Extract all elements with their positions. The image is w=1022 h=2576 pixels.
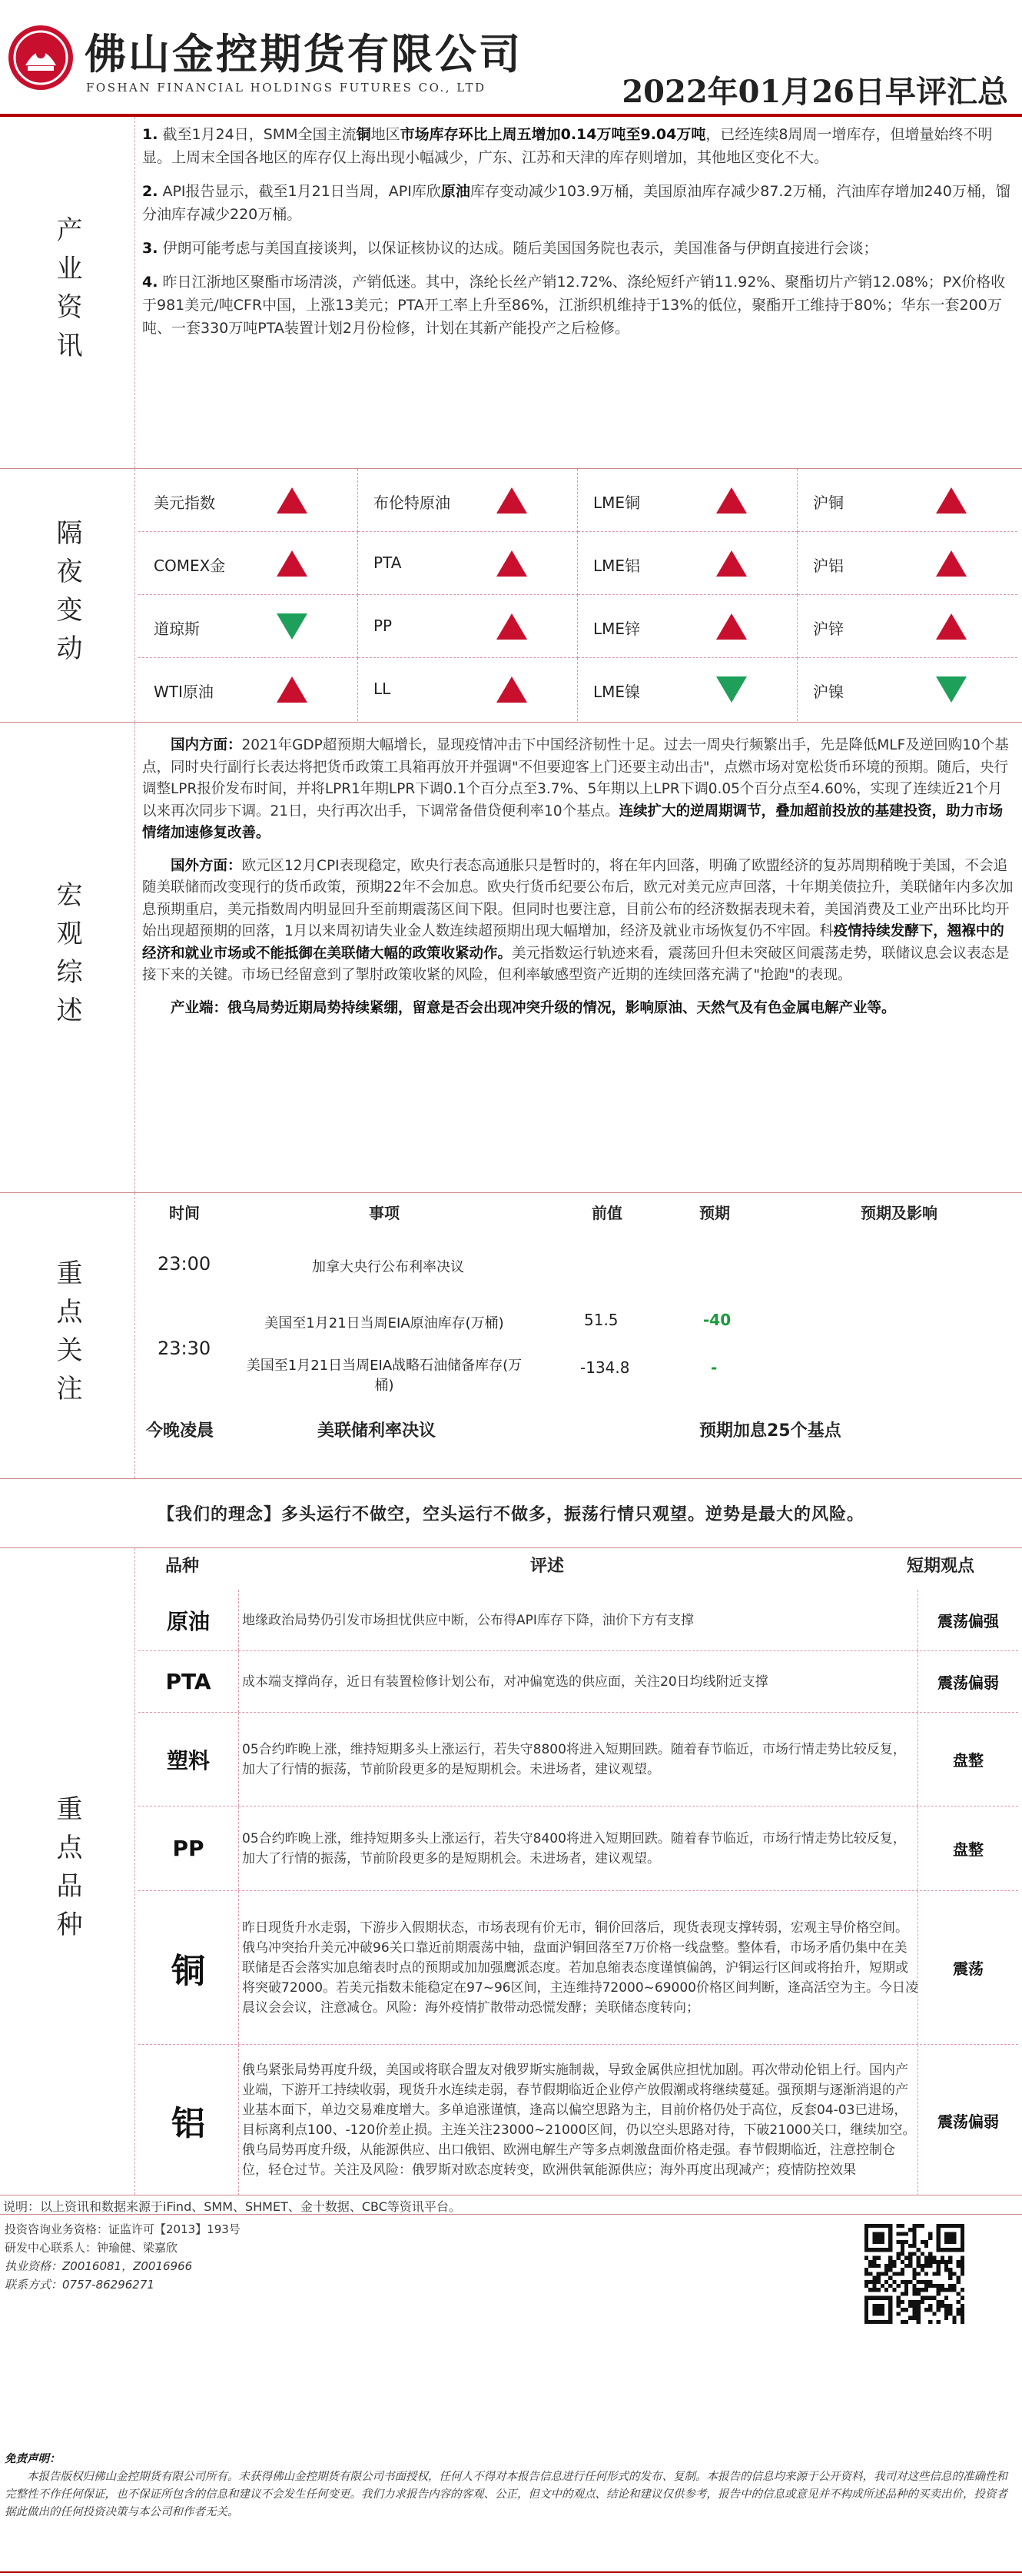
- instrument-name: LME铜: [593, 494, 641, 512]
- focus-forecast-value: -: [711, 1358, 718, 1377]
- overnight-cell: [578, 532, 798, 595]
- overnight-cell: [138, 658, 358, 721]
- product-view: 盘整: [953, 1751, 984, 1770]
- focus-event: 美国至1月21日当周EIA战略石油储备库存(万桶): [246, 1358, 523, 1394]
- product-view: 震荡偏强: [937, 1612, 999, 1630]
- industry-paragraph: 产业端：俄乌局势近期局势持续紧绷，留意是否会出现冲突升级的情况，影响原油、天然气及有色金属电解产业等。: [171, 999, 896, 1016]
- instrument-name: 沪锌: [813, 620, 844, 638]
- focus-event: 美联储利率决议: [317, 1421, 436, 1441]
- product-name: 铝: [171, 2104, 205, 2143]
- company-name-cn: 佛山金控期货有限公司: [85, 29, 523, 78]
- arrow-up-icon: [496, 676, 527, 703]
- arrow-down-icon: [716, 676, 747, 703]
- product-name: PTA: [165, 1669, 211, 1694]
- report-title: 2022年01月26日早评汇总: [622, 74, 1008, 110]
- report-header: [0, 0, 1022, 115]
- product-view: 震荡: [953, 1959, 984, 1978]
- overnight-changes-section: [0, 469, 1022, 723]
- product-row: [138, 1713, 1018, 1807]
- key-focus-section: [0, 1193, 1022, 1479]
- instrument-name: 沪镍: [813, 683, 844, 701]
- product-comment: 05合约昨晚上涨，维持短期多头上涨运行，若失守8400将进入短期回跌。随着春节临近，市场行情走势比较反复，加大了行情的振荡，节前阶段更多的是短期机会。未进场者，建议观望。: [242, 1830, 906, 1866]
- col-prev: 前值: [592, 1204, 622, 1222]
- arrow-up-icon: [277, 676, 307, 703]
- overnight-cell: [138, 595, 358, 658]
- instrument-name: PP: [373, 617, 393, 635]
- license-line: 投资咨询业务资格：证监许可【2013】193号: [5, 2222, 241, 2236]
- overnight-grid: [138, 469, 1018, 722]
- cert-line: 执业资格：Z0016081，Z0016966: [5, 2259, 193, 2273]
- arrow-up-icon: [936, 487, 967, 514]
- focus-time: 23:00: [158, 1253, 211, 1275]
- arrow-up-icon: [936, 550, 967, 577]
- product-view: 盘整: [953, 1840, 984, 1859]
- instrument-name: 布伦特原油: [373, 494, 450, 512]
- focus-event: 美国至1月21日当周EIA原油库存(万桶): [264, 1315, 504, 1331]
- product-comment: 成本端支撑尚存，近日有装置检修计划公布，对冲偏宽选的供应面，关注20日均线附近支撑: [242, 1674, 768, 1690]
- product-row: [138, 1590, 1018, 1651]
- product-name: 铜: [171, 1951, 205, 1991]
- instrument-name: PTA: [373, 553, 402, 572]
- company-logo-icon: [6, 23, 75, 92]
- arrow-down-icon: [277, 613, 307, 640]
- instrument-name: 沪铜: [813, 494, 844, 512]
- col-impact: 预期及影响: [861, 1204, 937, 1222]
- instrument-name: 美元指数: [154, 494, 215, 512]
- focus-time: 23:30: [158, 1338, 211, 1359]
- news-item: 4. 昨日江浙地区聚酯市场清淡，产销低迷。其中，涤纶长丝产销12.72%、涤纶短纤产销11.92%、聚酯切片产销12.08%；PX价格收于981美元/吨CFR中国，上涨13美元；PTA开工率上升至86%，江浙织机维持于13%的低位，聚酯开工维持于80%；华东一套200万吨、一套330万吨PTA装置计划2月份检修，计划在其新产能投产之后检修。: [142, 274, 1006, 337]
- arrow-up-icon: [496, 487, 527, 514]
- foreign-paragraph: 国外方面：欧元区12月CPI表现稳定，欧央行表态高通胀只是暂时的，将在年内回落，明确了欧盟经济的复苏周期稍晚于美国，不会追随美联储而改变现行的货币政策，预期22年不会加息。欧央行货币纪要公布后，欧元对美元应声回落，十年期美债拉升，美联储年内多次加息预期重启，美元指数周内明显回升至前期震荡区间下限。但同时也要注意，目前公布的经济数据表现未着，美国消费及工业产出环比均开始出现超预期的回落，1月以来周初请失业金人数连续超预期出现大幅增加，经济及就业市场恢复仍不牢固。科疫情持续发酵下，翘褓中的经济和就业市场或不能抵御在美联储大幅的政策收紧动作。美元指数运行轨迹来看，震荡回升但未突破区间震荡走势，联储议息会议表态是接下来的关键。市场已经留意到了掣肘政策收紧的风险，但利率敏感型资产近期的连续回落充满了"抢跑"的表现。: [142, 857, 1014, 983]
- arrow-up-icon: [496, 613, 527, 640]
- focus-time: 今晚凌晨: [146, 1421, 214, 1441]
- arrow-up-icon: [716, 613, 747, 640]
- instrument-name: WTI原油: [154, 683, 214, 701]
- industry-news-list: [142, 123, 1014, 351]
- col-comment: 评述: [530, 1556, 565, 1576]
- instrument-name: 沪铝: [813, 557, 844, 575]
- instrument-name: LME铝: [593, 557, 641, 575]
- instrument-name: COMEX金: [154, 557, 226, 575]
- phone-line: 联系方式：0757-86296271: [5, 2278, 154, 2292]
- product-view: 震荡偏弱: [937, 1674, 999, 1692]
- product-row: [138, 2045, 1018, 2195]
- section-label: 隔夜变动: [51, 518, 82, 673]
- overnight-cell: [138, 532, 358, 595]
- col-product: 品种: [165, 1556, 200, 1576]
- instrument-name: LME锌: [593, 620, 641, 638]
- footer-divider: [0, 2571, 1022, 2573]
- key-focus-table: [138, 1193, 1018, 1478]
- section-label: 重点关注: [51, 1258, 82, 1413]
- product-comment: 地缘政治局势仍引发市场担忧供应中断，公布得API库存下降，油价下方有支撑: [242, 1612, 694, 1628]
- product-name: PP: [172, 1836, 204, 1861]
- data-source-note: 说明：以上资讯和数据来源于iFind、SMM、SHMET、金十数据、CBC等资讯平台。: [3, 2199, 461, 2214]
- overnight-cell: [798, 532, 1017, 595]
- overnight-cell: [138, 469, 358, 532]
- section-label: 重点品种: [51, 1794, 82, 1949]
- product-comment: 昨日现货升水走弱，下游步入假期状态，市场表现有价无市，铜价回落后，现货表现支撑转弱，宏观主导价格空间。俄乌冲突抬升美元冲破96关口靠近前期震荡中轴，盘面沪铜回落至7万价格一线盘整。整体看，市场矛盾仍集中在美联储是否会落实加息缩表时点的预期或加加强鹰派态度。若加息缩表态度谨慎偏鸽，沪铜运行区间或将抬升，短期或将突破72000。若美元指数未能稳定在97~96区间，主连维持72000~69000价格区间判断，逢高活空为主。今日凌晨议会会议，注意减仓。风险：海外疫情扩散带动恐慌发酵；美联储态度转向；: [242, 1920, 918, 2016]
- macro-summary-section: [0, 723, 1022, 1193]
- company-name-en: FOSHAN FINANCIAL HOLDINGS FUTURES CO., LTD: [86, 81, 486, 95]
- authors-line: 研发中心联系人：钟瑜健、梁嘉欣: [5, 2241, 178, 2255]
- arrow-up-icon: [716, 550, 747, 577]
- arrow-up-icon: [496, 550, 527, 577]
- instrument-name: 道琼斯: [154, 620, 200, 638]
- overnight-cell: [798, 595, 1017, 658]
- news-item: 1. 截至1月24日，SMM全国主流铜地区市场库存环比上周五增加0.14万吨至9.04万吨，已经连续8周周一增库存，但增量始终不明显。上周末全国各地区的库存仅上海出现小幅减少，广东、江苏和天津的库存则增加，其他地区变化不大。: [142, 126, 993, 166]
- product-comment: 05合约昨晚上涨，维持短期多头上涨运行，若失守8800将进入短期回跌。随着春节临近，市场行情走势比较反复，加大了行情的振荡，节前阶段更多的是短期机会。未进场者，建议观望。: [242, 1741, 906, 1777]
- domestic-paragraph: 国内方面：2021年GDP超预期大幅增长，显现疫情冲击下中国经济韧性十足。过去一周央行频繁出手，先是降低MLF及逆回购10个基点，同时央行副行长表达将把货币政策工具箱再放开并强调"不但要迎客上门还要主动出击"，点燃市场对宽松货币环境的预期。随后，央行调整LPR报价发布时间，并将LPR1年期LPR下调0.1个百分点至3.7%、5年期以上LPR下调0.05个百分点至4.60%，实现了连续近21个月以来再次同步下调。21日，央行再次出手，下调常备借贷便利率10个基点。连续扩大的逆周期调节，叠加超前投放的基建投资，助力市场情绪加速修复改善。: [142, 737, 1009, 841]
- overnight-cell: [358, 469, 578, 532]
- industry-news-section: [0, 117, 1022, 469]
- focus-event: 加拿大央行公布利率决议: [312, 1259, 464, 1275]
- col-time: 时间: [169, 1204, 200, 1222]
- overnight-cell: [578, 658, 798, 721]
- product-comment: 俄乌紧张局势再度升级，美国或将联合盟友对俄罗斯实施制裁，导致金属供应担忧加剧。再次带动伦铝上行。国内产业端，下游开工持续收弱，现货升水连续走弱，春节假期临近企业停产放假潮或将继续蔓延。强预期与逐渐消退的产业基本面下，单边交易难度增大。多单追涨谨慎，逢高以偏空思路为主，目前价格仍处于高位，反套04-03已进场，目标离利点100、-120价差止损。主连关注23000~21000区间，仍以空头思路对待，下破21000关口，继续加空。俄乌局势再度升级，从能源供应、出口俄铝、欧洲电解生产等多点刺激盘面价格走强。春节假期临近，注意控制仓位，轻仓过节。关注及风险：俄罗斯对欧态度转变，欧洲供氧能源供应；海外再度出现减产；疫情防控效果: [242, 2062, 916, 2178]
- col-event: 事项: [369, 1204, 400, 1222]
- philosophy-statement: 【我们的理念】多头运行不做空，空头运行不做多，振荡行情只观望。逆势是最大的风险。: [0, 1479, 1022, 1548]
- product-name: 塑料: [166, 1747, 210, 1773]
- arrow-up-icon: [716, 487, 747, 514]
- instrument-name: LME镍: [593, 683, 641, 701]
- focus-prev-value: -134.8: [580, 1358, 630, 1377]
- disclaimer: 免责声明： 本报告版权归佛山金控期货有限公司所有。未获得佛山金控期货有限公司书面授权，任何人不得对本报告信息进行任何形式的发布、复制。本报告的信息均来源于公开资料，我司对这些信息的准确性和完整性不作任何保证，也不保证所包含的信息和建议不会发生任何变更。我们力求报告内容的客观、公正，但文中的观点、结论和建议仅供参考，报告中的信息或意见并不构成所述品种的买卖出价，投资者据此做出的任何投资决策与本公司和作者无关。: [5, 2453, 1007, 2518]
- focus-prev-value: 51.5: [584, 1311, 619, 1329]
- product-name: 原油: [166, 1608, 210, 1634]
- product-row: [138, 1891, 1018, 2045]
- report-footer: [0, 2214, 1022, 2292]
- arrow-up-icon: [277, 550, 307, 577]
- overnight-cell: [358, 658, 578, 721]
- focus-forecast-value: 预期加息25个基点: [699, 1421, 841, 1441]
- overnight-cell: [798, 469, 1017, 532]
- overnight-cell: [578, 595, 798, 658]
- instrument-name: LL: [373, 680, 391, 698]
- col-forecast: 预期: [699, 1204, 730, 1222]
- news-item: 2. API报告显示，截至1月21日当周，API库欣原油库存变动减少103.9万桶，美国原油库存减少87.2万桶，汽油库存增加240万桶，馏分油库存减少220万桶。: [142, 183, 1010, 223]
- section-label: 产业资讯: [51, 215, 82, 370]
- news-item: 3. 伊朗可能考虑与美国直接谈判，以保证核协议的达成。随后美国国务院也表示，美国准备与伊朗直接进行会谈；: [142, 240, 878, 257]
- arrow-up-icon: [277, 487, 307, 514]
- product-row: [138, 1651, 1018, 1713]
- product-row: [138, 1807, 1018, 1891]
- overnight-cell: [358, 595, 578, 658]
- qr-code-icon: [864, 2224, 964, 2324]
- overnight-cell: [578, 469, 798, 532]
- overnight-cell: [798, 658, 1017, 721]
- focus-forecast-value: -40: [703, 1311, 732, 1329]
- product-view: 震荡偏弱: [937, 2112, 999, 2131]
- arrow-up-icon: [936, 613, 967, 640]
- overnight-cell: [358, 532, 578, 595]
- arrow-down-icon: [936, 676, 967, 703]
- section-label: 宏观综述: [51, 880, 82, 1035]
- col-view: 短期观点: [907, 1556, 975, 1576]
- macro-text: [142, 735, 1014, 1030]
